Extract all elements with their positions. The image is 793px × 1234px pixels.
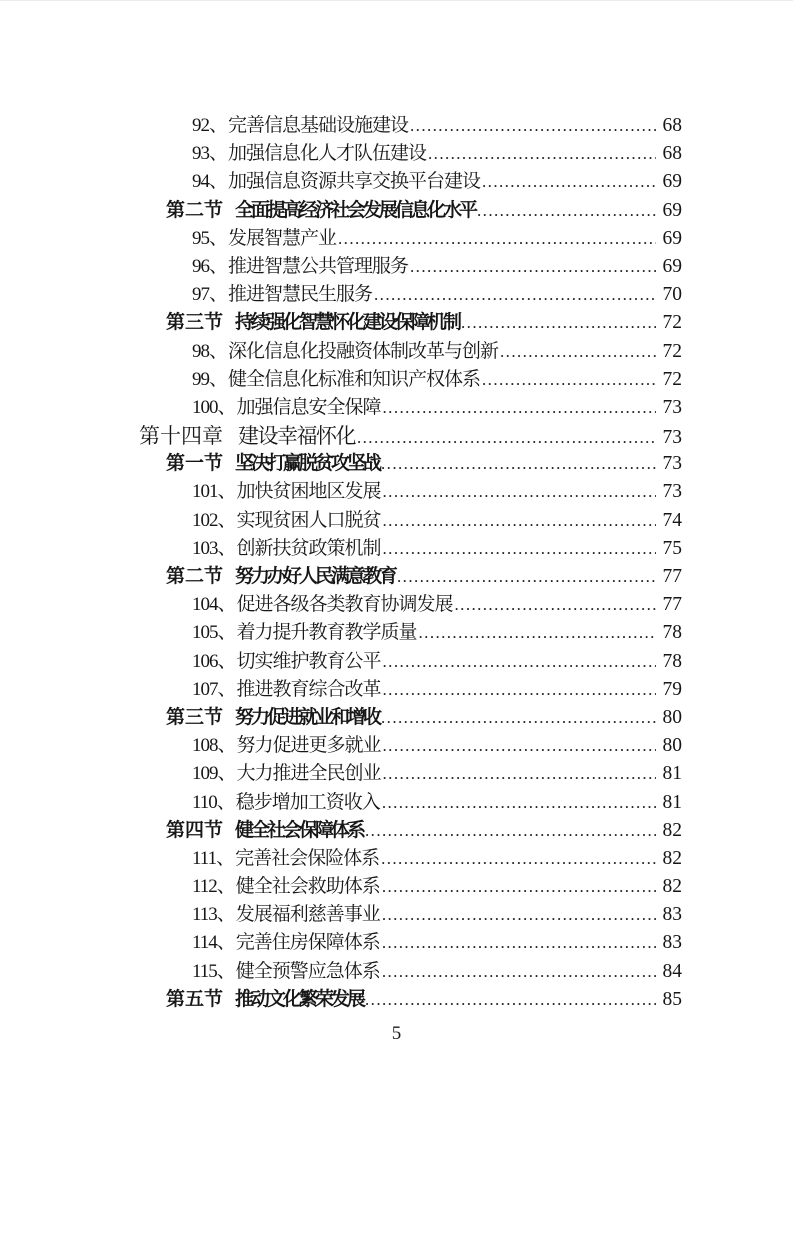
toc-entry-item xyxy=(139,676,682,704)
entry-number: 105、 xyxy=(192,622,236,644)
toc-entry-item xyxy=(139,225,682,253)
dot-leader xyxy=(363,817,656,845)
entry-number: 96、 xyxy=(192,255,228,277)
dot-leader xyxy=(480,168,656,196)
entry-number: 第一节 xyxy=(166,453,224,475)
dot-leader xyxy=(453,591,656,619)
dot-leader xyxy=(381,760,656,788)
entry-number: 93、 xyxy=(192,143,228,165)
entry-page-number: 68 xyxy=(662,115,682,136)
entry-number: 99、 xyxy=(192,368,228,390)
toc-entry-section xyxy=(139,817,682,845)
entry-title: 推进教育综合改革 xyxy=(236,678,381,700)
toc-entry-item xyxy=(139,478,682,506)
entry-page-number: 85 xyxy=(662,988,682,1010)
entry-title: 推进智慧民生服务 xyxy=(228,284,373,306)
entry-number: 102、 xyxy=(192,509,236,531)
entry-page-number: 83 xyxy=(662,904,682,926)
entry-title: 努力办好人民满意教育 xyxy=(235,566,396,587)
dot-leader xyxy=(480,366,656,394)
dot-leader xyxy=(417,619,656,647)
entry-number: 第二节 xyxy=(166,199,224,221)
entry-number: 104、 xyxy=(192,594,236,616)
entry-number: 第三节 xyxy=(166,706,224,728)
entry-title: 健全信息化标准和知识产权体系 xyxy=(228,368,481,390)
dot-leader xyxy=(379,450,656,478)
toc-entry-section xyxy=(139,704,682,732)
entry-number: 第二节 xyxy=(166,566,224,587)
entry-number: 112、 xyxy=(192,876,235,898)
toc-entry-item xyxy=(139,366,682,394)
entry-page-number: 69 xyxy=(662,199,682,221)
entry-title: 完善信息基础设施建设 xyxy=(228,115,409,136)
dot-leader xyxy=(380,958,656,986)
dot-leader xyxy=(475,197,656,225)
entry-title: 发展福利慈善事业 xyxy=(235,904,380,926)
entry-title: 发展智慧产业 xyxy=(228,227,337,249)
entry-page-number: 72 xyxy=(662,312,682,334)
entry-page-number: 75 xyxy=(662,537,682,559)
dot-leader xyxy=(379,845,656,873)
dot-leader xyxy=(381,507,656,535)
dot-leader xyxy=(459,309,656,337)
toc-entry-item xyxy=(139,535,682,563)
dot-leader xyxy=(408,112,656,140)
entry-page-number: 82 xyxy=(662,819,682,841)
entry-number: 92、 xyxy=(192,115,228,136)
entry-page-number: 82 xyxy=(662,876,682,898)
page-number: 5 xyxy=(391,1023,402,1044)
dot-leader xyxy=(381,648,656,676)
entry-page-number: 80 xyxy=(662,706,682,728)
dot-leader xyxy=(381,394,656,422)
entry-page-number: 81 xyxy=(662,763,682,785)
dot-leader xyxy=(381,535,656,563)
entry-title: 加强信息资源共享交换平台建设 xyxy=(228,171,481,193)
toc-entry-item xyxy=(139,958,682,986)
toc-entry-item xyxy=(139,619,682,647)
entry-number: 98、 xyxy=(192,340,228,362)
dot-leader xyxy=(380,873,656,901)
entry-page-number: 78 xyxy=(662,650,682,672)
entry-page-number: 74 xyxy=(662,509,682,531)
entry-page-number: 84 xyxy=(662,960,682,982)
entry-title: 推进智慧公共管理服务 xyxy=(228,255,409,277)
entry-title: 努力促进就业和增收 xyxy=(235,706,380,728)
toc-entry-section xyxy=(139,197,682,225)
entry-title: 切实维护教育公平 xyxy=(236,650,381,672)
entry-number: 110、 xyxy=(192,791,235,813)
dot-leader xyxy=(381,478,656,506)
dot-leader xyxy=(381,732,656,760)
toc-entry-section xyxy=(139,450,682,478)
entry-page-number: 79 xyxy=(662,678,682,700)
entry-page-number: 78 xyxy=(662,622,682,644)
toc-entry-item xyxy=(139,760,682,788)
dot-leader xyxy=(379,704,656,732)
dot-leader xyxy=(336,225,656,253)
entry-page-number: 73 xyxy=(662,396,682,418)
entry-title: 实现贫困人口脱贫 xyxy=(236,509,381,531)
dot-leader xyxy=(395,563,656,591)
entry-title: 健全社会保障体系 xyxy=(235,819,364,841)
entry-page-number: 69 xyxy=(662,227,682,249)
entry-page-number: 77 xyxy=(662,566,682,587)
entry-title: 推动文化繁荣发展 xyxy=(235,988,364,1010)
toc-entry-item xyxy=(139,591,682,619)
entry-title: 努力促进更多就业 xyxy=(236,735,381,757)
toc-entry-item xyxy=(139,168,682,196)
toc-entry-item xyxy=(139,338,682,366)
toc-entry-section xyxy=(139,986,682,1014)
dot-leader xyxy=(408,253,656,281)
entry-title: 大力推进全民创业 xyxy=(236,763,381,785)
entry-page-number: 73 xyxy=(662,427,682,449)
toc-entry-item xyxy=(139,929,682,957)
entry-title: 加强信息化人才队伍建设 xyxy=(228,143,427,165)
entry-number: 103、 xyxy=(192,537,236,559)
entry-page-number: 77 xyxy=(662,594,682,616)
entry-number: 101、 xyxy=(192,481,236,503)
toc-entry-item xyxy=(139,901,682,929)
entry-number: 第三节 xyxy=(166,312,224,334)
toc-entry-section xyxy=(139,309,682,337)
page-footer xyxy=(0,1023,793,1045)
entry-page-number: 68 xyxy=(662,143,682,165)
entry-number: 108、 xyxy=(192,735,236,757)
entry-number: 114、 xyxy=(192,932,235,954)
entry-page-number: 69 xyxy=(662,171,682,193)
toc-entry-item xyxy=(139,732,682,760)
entry-number: 111、 xyxy=(192,847,235,869)
entry-title: 持续强化智慧怀化建设保障机制 xyxy=(235,312,460,334)
toc-entry-item xyxy=(139,648,682,676)
toc-entry-item xyxy=(139,281,682,309)
entry-page-number: 70 xyxy=(662,284,682,306)
entry-title: 全面提高经济社会发展信息化水平 xyxy=(235,199,476,221)
entry-page-number: 69 xyxy=(662,255,682,277)
entry-number: 94、 xyxy=(192,171,228,193)
entry-page-number: 73 xyxy=(662,481,682,503)
toc-entry-item xyxy=(139,873,682,901)
toc-list xyxy=(139,112,682,1045)
entry-number: 第五节 xyxy=(166,988,224,1010)
entry-title: 加快贫困地区发展 xyxy=(236,481,381,503)
toc-entry-item xyxy=(139,789,682,817)
entry-title: 加强信息安全保障 xyxy=(236,396,381,418)
entry-title: 深化信息化投融资体制改革与创新 xyxy=(228,340,499,362)
entry-number: 第四节 xyxy=(166,819,224,841)
entry-number: 95、 xyxy=(192,227,228,249)
entry-number: 97、 xyxy=(192,284,228,306)
entry-title: 稳步增加工资收入 xyxy=(235,791,380,813)
entry-number: 第十四章 xyxy=(139,424,223,449)
entry-page-number: 81 xyxy=(662,791,682,813)
entry-title: 健全社会救助体系 xyxy=(235,876,380,898)
toc-page xyxy=(0,112,793,1234)
toc-entry-section xyxy=(139,563,682,591)
entry-title: 坚决打赢脱贫攻坚战 xyxy=(235,453,380,475)
toc-entry-chapter xyxy=(139,422,682,450)
dot-leader xyxy=(381,676,656,704)
entry-title: 完善社会保险体系 xyxy=(235,847,380,869)
entry-page-number: 72 xyxy=(662,340,682,362)
dot-leader xyxy=(380,901,656,929)
toc-entry-item xyxy=(139,253,682,281)
dot-leader xyxy=(380,929,656,957)
entry-title: 健全预警应急体系 xyxy=(235,960,380,982)
entry-page-number: 72 xyxy=(662,368,682,390)
toc-entry-item xyxy=(139,112,682,140)
entry-number: 100、 xyxy=(192,396,236,418)
toc-entry-item xyxy=(139,845,682,873)
dot-leader xyxy=(355,424,656,452)
entry-page-number: 80 xyxy=(662,735,682,757)
dot-leader xyxy=(363,986,656,1014)
entry-number: 113、 xyxy=(192,904,235,926)
entry-page-number: 83 xyxy=(662,932,682,954)
toc-entry-item xyxy=(139,140,682,168)
entry-title: 创新扶贫政策机制 xyxy=(236,537,381,559)
dot-leader xyxy=(372,281,656,309)
entry-title: 建设幸福怀化 xyxy=(238,424,355,449)
toc-entry-item xyxy=(139,394,682,422)
dot-leader xyxy=(498,338,656,366)
entry-number: 107、 xyxy=(192,678,236,700)
toc-entry-item xyxy=(139,507,682,535)
entry-number: 109、 xyxy=(192,763,236,785)
entry-title: 完善住房保障体系 xyxy=(235,932,380,954)
entry-number: 115、 xyxy=(192,960,235,982)
dot-leader xyxy=(380,789,656,817)
entry-page-number: 73 xyxy=(662,453,682,475)
entry-title: 着力提升教育教学质量 xyxy=(236,622,417,644)
entry-page-number: 82 xyxy=(662,847,682,869)
dot-leader xyxy=(426,140,656,168)
entry-title: 促进各级各类教育协调发展 xyxy=(236,594,453,616)
entry-number: 106、 xyxy=(192,650,236,672)
